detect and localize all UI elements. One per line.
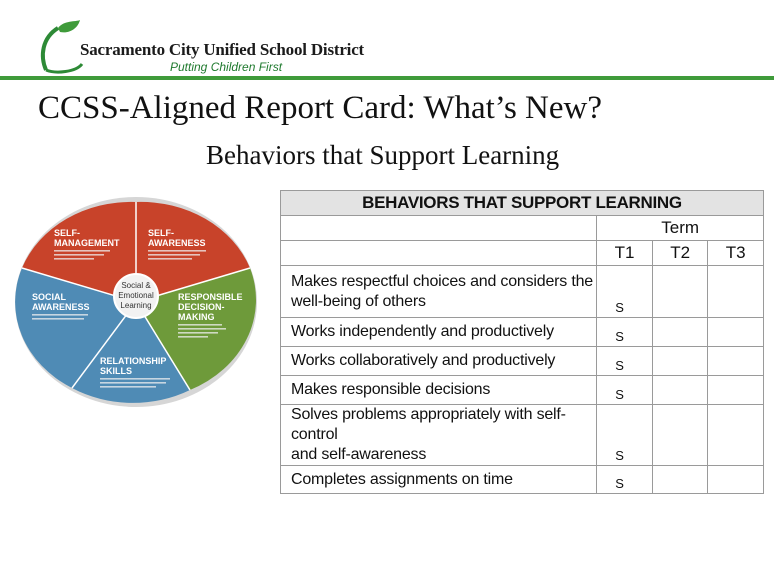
term-header: Term	[597, 216, 764, 241]
behavior-line: Solves problems appropriately with self-control	[291, 406, 566, 443]
segment-title: MAKING	[178, 312, 215, 322]
segment-title: AWARENESS	[148, 238, 206, 248]
behavior-cell	[281, 266, 597, 318]
term-column-t1: T1	[597, 241, 653, 266]
term-column-t2: T2	[652, 241, 708, 266]
behavior-cell: Makes responsible decisions	[281, 376, 597, 405]
district-tagline: Putting Children First	[170, 60, 283, 74]
grade-t2	[652, 266, 708, 318]
grade-t3	[708, 405, 764, 466]
grade-t1: S	[597, 347, 653, 376]
grade-t1: S	[597, 376, 653, 405]
behavior-line: and self-awareness	[291, 446, 427, 463]
grade-t2	[652, 405, 708, 466]
behavior-line: Makes respectful choices and considers the	[291, 272, 593, 290]
grade-t3	[708, 266, 764, 318]
behavior-line: well-being of others	[291, 292, 426, 310]
segment-title: SOCIAL	[32, 292, 67, 302]
behavior-cell	[281, 405, 597, 466]
segment-title: RESPONSIBLE	[178, 292, 243, 302]
table-row	[281, 266, 764, 318]
wheel-center-line3: Learning	[120, 301, 152, 310]
district-name: Sacramento City Unified School District	[80, 40, 364, 59]
table-row	[281, 347, 764, 376]
segment-title: SELF-	[54, 228, 80, 238]
table-row	[281, 318, 764, 347]
table-heading: BEHAVIORS THAT SUPPORT LEARNING	[281, 191, 764, 216]
segment-title: MANAGEMENT	[54, 238, 120, 248]
sel-wheel-graphic	[14, 196, 258, 408]
grade-t3	[708, 318, 764, 347]
behavior-cell: Works independently and productively	[281, 318, 597, 347]
grade-t3	[708, 376, 764, 405]
grade-t3	[708, 466, 764, 494]
leaf-logo-icon	[36, 18, 86, 74]
district-logo	[36, 18, 364, 78]
behavior-cell: Works collaboratively and productively	[281, 347, 597, 376]
header-divider	[0, 76, 774, 80]
table-blank-cell	[281, 241, 597, 266]
behavior-cell: Completes assignments on time	[281, 466, 597, 494]
table-blank-cell	[281, 216, 597, 241]
segment-title: DECISION-	[178, 302, 225, 312]
wheel-center-line2: Emotional	[118, 291, 154, 300]
table-row	[281, 376, 764, 405]
table-row	[281, 466, 764, 494]
segment-title: SELF-	[148, 228, 174, 238]
grade-t1: S	[597, 405, 653, 466]
grade-t2	[652, 466, 708, 494]
page-subtitle: Behaviors that Support Learning	[206, 140, 560, 170]
grade-t3	[708, 347, 764, 376]
segment-title: RELATIONSHIP	[100, 356, 167, 366]
grade-t1: S	[597, 466, 653, 494]
behaviors-table	[280, 190, 764, 494]
term-column-t3: T3	[708, 241, 764, 266]
page-title: CCSS-Aligned Report Card: What’s New?	[38, 90, 602, 126]
wheel-center-line1: Social &	[121, 281, 151, 290]
grade-t1: S	[597, 318, 653, 347]
grade-t2	[652, 376, 708, 405]
segment-title: AWARENESS	[32, 302, 90, 312]
grade-t2	[652, 318, 708, 347]
grade-t2	[652, 347, 708, 376]
grade-t1: S	[597, 266, 653, 318]
table-row	[281, 405, 764, 466]
segment-title: SKILLS	[100, 366, 133, 376]
